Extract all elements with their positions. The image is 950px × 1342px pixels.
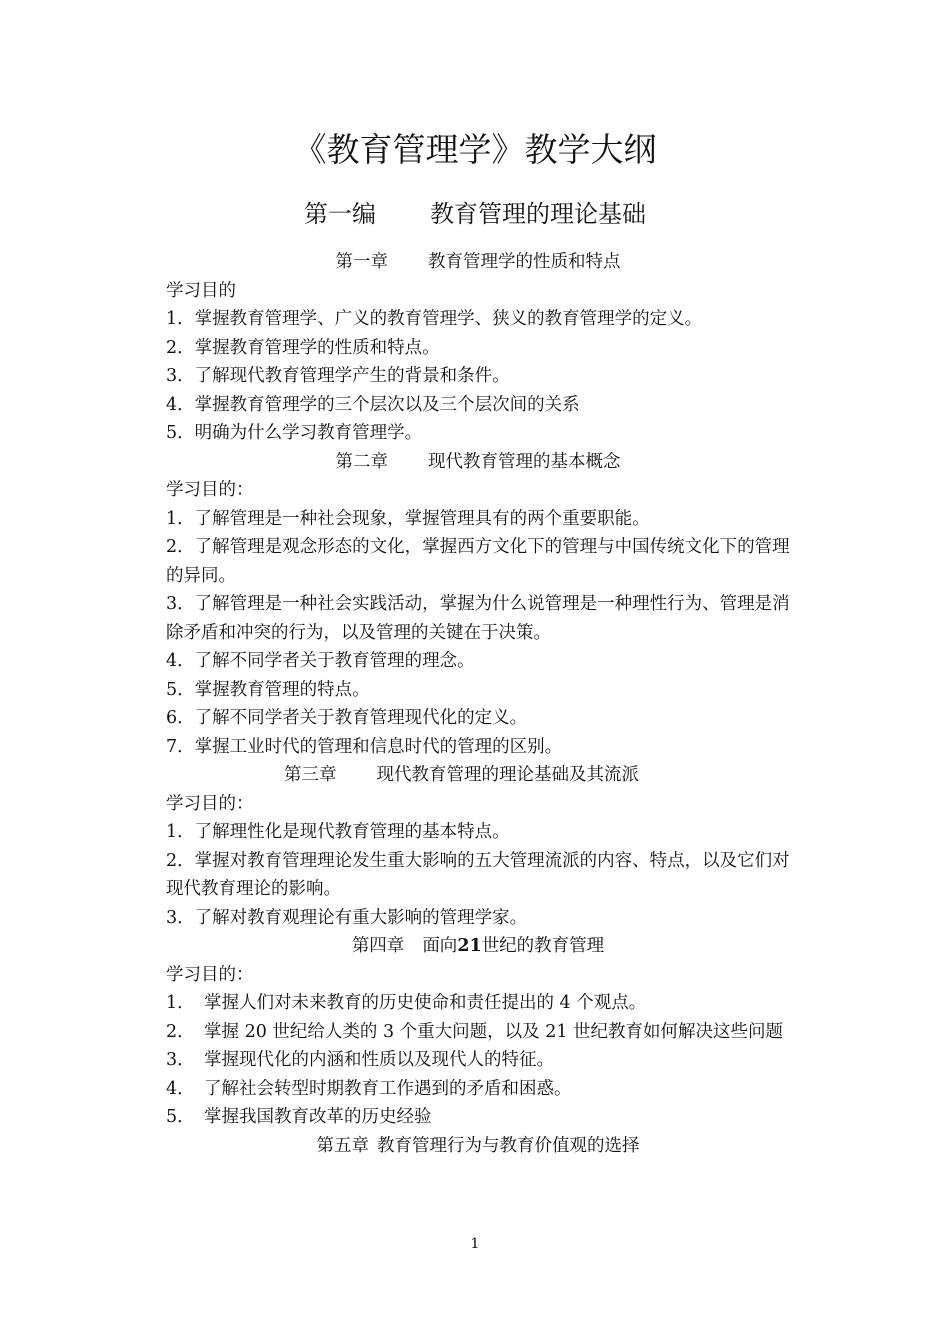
list-number: 5． bbox=[166, 1107, 195, 1127]
list-item: 1．了解管理是一种社会现象，掌握管理具有的两个重要职能。 bbox=[166, 508, 650, 529]
list-item: 2．掌握对教育管理理论发生重大影响的五大管理流派的内容、特点，以及它们对现代教育理论的影响。 bbox=[166, 850, 790, 899]
part-heading bbox=[0, 198, 950, 230]
list-item: 5．明确为什么学习教育管理学。 bbox=[166, 423, 423, 443]
list-item: 4．了解不同学者关于教育管理的理念。 bbox=[166, 651, 475, 671]
chapter-label: 第三章 bbox=[284, 765, 337, 785]
list-item: 3．了解现代教育管理学产生的背景和条件。 bbox=[166, 366, 510, 386]
chapter-name: 现代教育管理的基本概念 bbox=[428, 451, 621, 472]
chapter-name-prefix: 面向 bbox=[422, 936, 458, 956]
list-item: 4．掌握教育管理学的三个层次以及三个层次间的关系 bbox=[166, 394, 580, 415]
list-text: 了解社会转型时期教育工作遇到的矛盾和困惑。 bbox=[204, 1078, 572, 1099]
chapter-name: 教育管理学的性质和特点 bbox=[428, 252, 621, 272]
page-number: 1 bbox=[470, 1236, 480, 1252]
list-item: 1．了解理性化是现代教育管理的基本特点。 bbox=[166, 822, 510, 842]
list-item: 1．掌握教育管理学、广义的教育管理学、狭义的教育管理学的定义。 bbox=[166, 309, 703, 329]
list-item bbox=[166, 1018, 790, 1047]
part-label: 第一编 bbox=[304, 200, 376, 228]
list-item bbox=[166, 1103, 790, 1132]
chapter-1-heading bbox=[166, 248, 790, 277]
chapter-name-number: 21 bbox=[457, 936, 482, 956]
list-text: 掌握现代化的内涵和性质以及现代人的特征。 bbox=[204, 1050, 554, 1070]
learning-goal-label: 学习目的： bbox=[166, 480, 254, 500]
learning-goal-label: 学习目的： bbox=[166, 793, 254, 814]
list-item bbox=[166, 1046, 790, 1075]
list-number: 3． bbox=[166, 1050, 195, 1070]
document-body bbox=[166, 248, 790, 1160]
list-number: 1． bbox=[166, 993, 195, 1013]
list-item: 5．掌握教育管理的特点。 bbox=[166, 679, 370, 700]
learning-goal-label: 学习目的 bbox=[166, 280, 236, 301]
list-item bbox=[166, 989, 790, 1018]
list-item: 6．了解不同学者关于教育管理现代化的定义。 bbox=[166, 708, 528, 728]
chapter-3-heading bbox=[166, 761, 790, 790]
list-item: 3．了解对教育观理论有重大影响的管理学家。 bbox=[166, 907, 528, 928]
chapter-2-heading bbox=[166, 448, 790, 477]
chapter-label: 第五章 bbox=[316, 1135, 369, 1156]
document-title: 《教育管理学》教学大纲 bbox=[293, 130, 657, 169]
list-item: 2．掌握教育管理学的性质和特点。 bbox=[166, 337, 440, 358]
chapter-label: 第四章 bbox=[351, 936, 405, 956]
list-text: 掌握 20 世纪给人类的 3 个重大问题，以及 21 世纪教育如何解决这些问题 bbox=[204, 1021, 784, 1042]
list-number: 4． bbox=[166, 1078, 195, 1099]
list-item: 2．了解管理是观念形态的文化，掌握西方文化下的管理与中国传统文化下的管理的异同。 bbox=[166, 537, 790, 586]
list-item: 7．掌握工业时代的管理和信息时代的管理的区别。 bbox=[166, 736, 563, 757]
part-name: 教育管理的理论基础 bbox=[430, 200, 646, 228]
list-text: 掌握我国教育改革的历史经验 bbox=[204, 1107, 432, 1127]
learning-goal-label: 学习目的： bbox=[166, 964, 254, 985]
list-item bbox=[166, 1075, 790, 1104]
list-number: 2． bbox=[166, 1021, 195, 1042]
chapter-name: 教育管理行为与教育价值观的选择 bbox=[377, 1135, 640, 1156]
chapter-name-suffix: 世纪的教育管理 bbox=[481, 936, 605, 956]
chapter-label: 第二章 bbox=[335, 451, 388, 472]
chapter-name: 现代教育管理的理论基础及其流派 bbox=[376, 765, 639, 785]
list-text: 掌握人们对未来教育的历史使命和责任提出的 4 个观点。 bbox=[204, 993, 647, 1013]
list-item: 3．了解管理是一种社会实践活动，掌握为什么说管理是一种理性行为、管理是消除矛盾和冲突的行为，以及管理的关键在于决策。 bbox=[166, 594, 790, 643]
chapter-4-heading bbox=[166, 932, 790, 961]
chapter-label: 第一章 bbox=[335, 252, 388, 272]
chapter-5-heading bbox=[166, 1132, 790, 1161]
